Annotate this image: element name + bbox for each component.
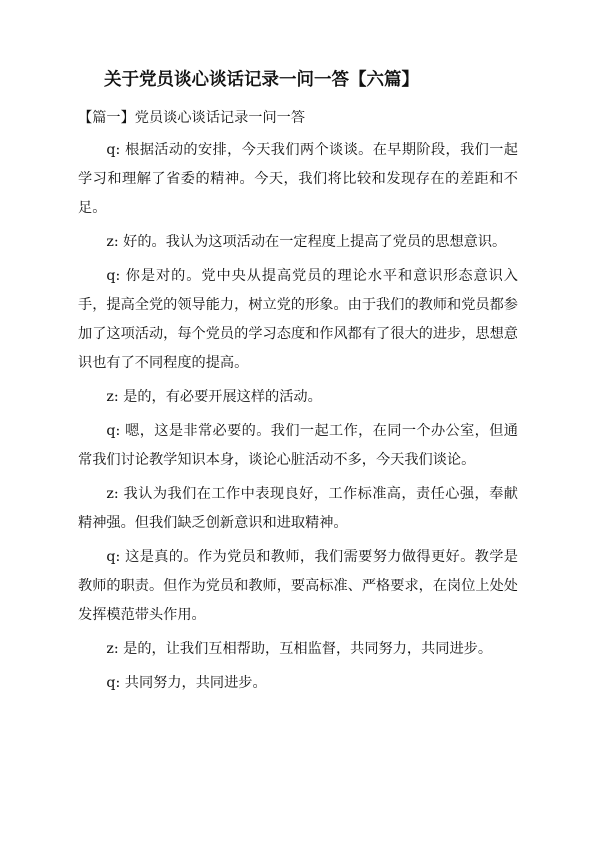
paragraph: z: 是的，有必要开展这样的活动。 <box>106 389 322 405</box>
document-body <box>78 136 518 703</box>
paragraph: q: 嗯，这是非常必要的。我们一起工作，在同一个办公室，但通常我们讨论教学知识本身，谈论心脏活动不多，今天我们谈论。 <box>78 423 518 468</box>
section-heading: 【篇一】党员谈心谈话记录一问一答 <box>78 110 306 126</box>
paragraph: q: 根据活动的安排，今天我们两个谈谈。在早期阶段，我们一起学习和理解了省委的精神。今天，我们将比较和发现存在的差距和不足。 <box>78 142 518 216</box>
paragraph: q: 你是对的。党中央从提高党员的理论水平和意识形态意识入手，提高全党的领导能力，树立党的形象。由于我们的教师和党员都参加了这项活动，每个党员的学习态度和作风都有了很大的进步，思想意识也有了不同程度的提高。 <box>78 268 518 371</box>
paragraph: q: 共同努力，共同进步。 <box>106 675 267 691</box>
paragraph: z: 我认为我们在工作中表现良好，工作标准高，责任心强，奉献精神强。但我们缺乏创新意识和进取精神。 <box>78 486 518 531</box>
paragraph: z: 是的，让我们互相帮助，互相监督，共同努力，共同进步。 <box>106 641 493 657</box>
paragraph: q: 这是真的。作为党员和教师，我们需要努力做得更好。教学是教师的职责。但作为党员和教师，要高标准、严格要求，在岗位上处处发挥模范带头作用。 <box>78 549 518 623</box>
page-title: 关于党员谈心谈话记录一问一答【六篇】 <box>104 70 419 90</box>
paragraph: z: 好的。我认为这项活动在一定程度上提高了党员的思想意识。 <box>106 234 507 250</box>
